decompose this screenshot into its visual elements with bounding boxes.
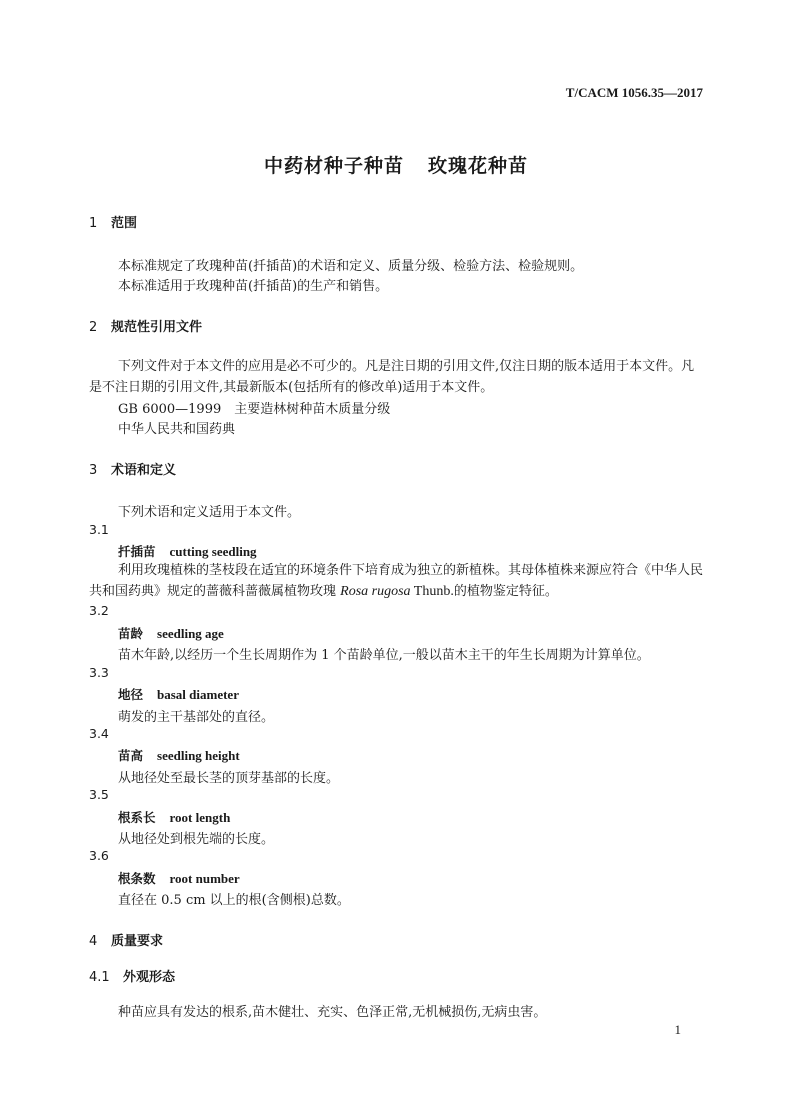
term-heading (118, 685, 239, 703)
term-heading (118, 869, 240, 887)
term-heading (118, 808, 230, 826)
section-title: 规范性引用文件 (111, 320, 203, 335)
latin-name: Rosa rugosa (340, 584, 411, 599)
term-definition: 从地径处至最长茎的顶芽基部的长度。 (118, 771, 340, 786)
term-zh: 根系长 (118, 810, 156, 825)
section-3-heading (89, 459, 176, 478)
term-heading (118, 746, 240, 764)
scope-paragraph-2: 本标准适用于玫瑰种苗(扦插苗)的生产和销售。 (118, 279, 389, 294)
term-zh: 苗高 (118, 748, 144, 763)
reference-pharmacopoeia: 中华人民共和国药典 (118, 422, 236, 437)
appearance-paragraph: 种苗应具有发达的根系,苗木健壮、充实、色泽正常,无机械损伤,无病虫害。 (118, 1005, 547, 1020)
term-definition: 萌发的主干基部处的直径。 (118, 710, 275, 725)
term-en: basal diameter (157, 687, 239, 702)
section-title: 术语和定义 (111, 463, 177, 478)
term-en: seedling height (157, 748, 240, 763)
standard-number: T/CACM 1056.35—2017 (565, 85, 703, 100)
term-definition (89, 560, 703, 602)
section-number: 4 (89, 934, 98, 949)
title-part1: 中药材种子种苗 (263, 155, 404, 177)
term-zh: 扦插苗 (118, 544, 156, 559)
section-title: 质量要求 (111, 934, 164, 949)
term-zh: 根条数 (118, 871, 156, 886)
scope-paragraph-1: 本标准规定了玫瑰种苗(扦插苗)的术语和定义、质量分级、检验方法、检验规则。 (118, 259, 584, 274)
author-abbrev: Thunb. (410, 584, 454, 599)
title-part2: 玫瑰花种苗 (428, 155, 529, 177)
definition-text: 的植物鉴定特征。 (453, 584, 558, 599)
term-en: cutting seedling (169, 544, 257, 559)
normative-references-paragraph: 下列文件对于本文件的应用是必不可少的。凡是注日期的引用文件,仅注日期的版本适用于本文件。凡是不注日期的引用文件,其最新版本(包括所有的修改单)适用于本文件。 (89, 359, 695, 395)
section-2-heading (89, 316, 202, 335)
term-en: root number (169, 871, 240, 886)
clause-number: 3.6 (89, 848, 109, 863)
subsection-4-1-heading (89, 966, 175, 985)
subsection-title: 外观形态 (123, 970, 176, 985)
terms-intro: 下列术语和定义适用于本文件。 (118, 505, 301, 520)
page-number: 1 (674, 1022, 681, 1037)
term-heading (118, 542, 257, 560)
clause-number: 3.2 (89, 603, 109, 618)
term-definition: 直径在 0.5 cm 以上的根(含侧根)总数。 (118, 893, 350, 908)
clause-number: 3.3 (89, 665, 109, 680)
clause-number: 3.5 (89, 787, 109, 802)
reference-gb6000: GB 6000—1999 主要造林树种苗木质量分级 (118, 402, 391, 417)
term-zh: 地径 (118, 687, 144, 702)
term-definition: 从地径处到根先端的长度。 (118, 832, 275, 847)
section-4-heading (89, 930, 163, 949)
term-en: root length (169, 810, 231, 825)
subsection-number: 4.1 (89, 970, 110, 985)
section-number: 1 (89, 216, 98, 231)
clause-number: 3.1 (89, 522, 109, 537)
clause-number: 3.4 (89, 726, 109, 741)
term-definition: 苗木年龄,以经历一个生长周期作为 1 个苗龄单位,一般以苗木主干的年生长周期为计算单位。 (118, 648, 650, 663)
document-title (0, 151, 792, 178)
section-1-heading (89, 212, 137, 231)
term-zh: 苗龄 (118, 626, 144, 641)
term-heading (118, 624, 224, 642)
term-en: seedling age (157, 626, 224, 641)
section-title: 范围 (111, 216, 138, 231)
section-number: 3 (89, 463, 98, 478)
definition-text: 利用玫瑰植株的茎枝段在适宜的环境条件下培育成为独立的新植株。其母体植株来源应符合《中华人民共和国药典》规定的蔷薇科蔷薇属植物玫瑰 (89, 563, 704, 599)
section-number: 2 (89, 320, 98, 335)
